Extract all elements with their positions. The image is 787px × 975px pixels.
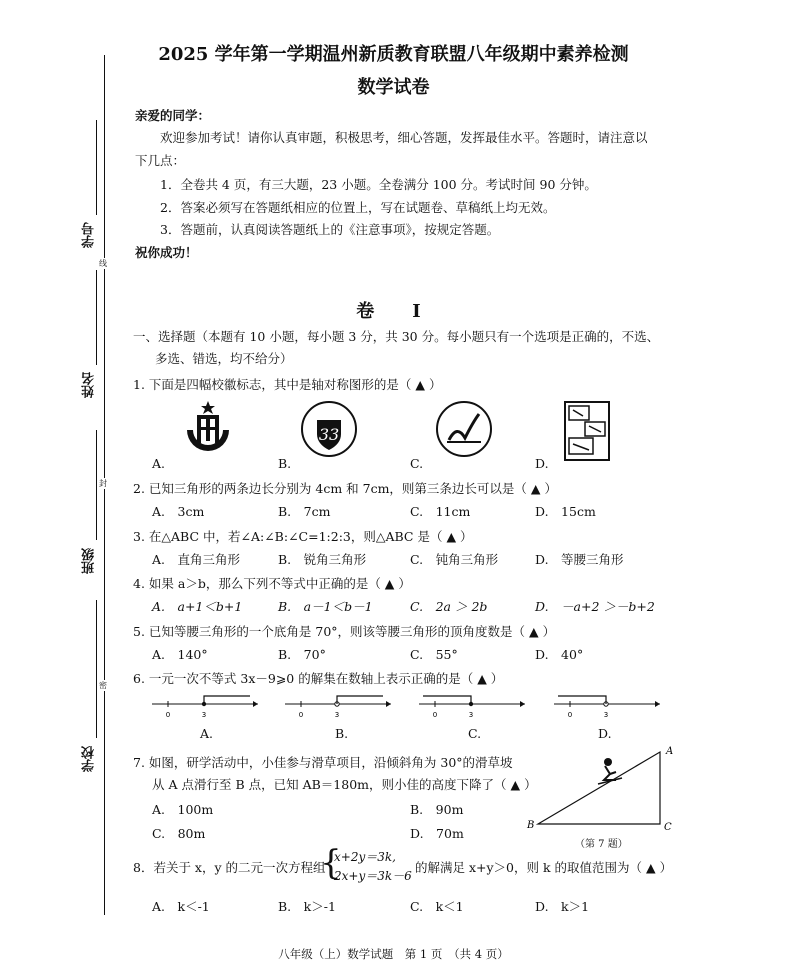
seal-mark-xian: 线 (99, 259, 107, 268)
question-6-option-d[interactable]: D. (598, 726, 612, 741)
figure-7-caption: （第 7 题） (575, 839, 628, 850)
badge-b-icon (300, 400, 358, 458)
student-id-blank (96, 120, 97, 215)
question-3-stem: 3. 在△ABC 中，若∠A:∠B:∠C=1:2:3，则△ABC 是（ ▲ ） (133, 529, 473, 544)
question-6-option-a[interactable]: A. (200, 726, 214, 741)
section-label: 卷 I (356, 301, 431, 322)
question-4-option-b[interactable]: B. a－1＜b－1 (278, 599, 373, 614)
question-4-option-a[interactable]: A. a+1＜b+1 (152, 599, 243, 614)
question-2-stem: 2. 已知三角形的两条边长分别为 4cm 和 7cm，则第三条边长可以是（ ▲ ） (133, 481, 557, 496)
svg-text:C: C (664, 822, 672, 833)
closing: 祝你成功！ (135, 245, 198, 260)
svg-text:33: 33 (318, 425, 340, 444)
welcome-text-2: 下几点： (135, 153, 186, 168)
seal-mark-feng: 封 (99, 479, 107, 488)
badge-a-icon (175, 397, 241, 463)
question-4-option-c[interactable]: C. 2a ＞ 2b (410, 599, 488, 614)
question-2-option-d[interactable]: D. 15cm (535, 504, 596, 519)
svg-text:3: 3 (468, 711, 474, 719)
question-1-option-d[interactable]: D. (535, 456, 549, 471)
question-7-stem: 7. 如图，研学活动中，小佳参与滑草项目，沿倾斜角为 30°的滑草坡 (133, 755, 513, 770)
svg-text:3: 3 (201, 711, 207, 719)
equation-2: 2x+y＝3k－6 (334, 869, 412, 883)
question-6-option-c[interactable]: C. (468, 726, 482, 741)
question-5-stem: 5. 已知等腰三角形的一个底角是 70°，则该等腰三角形的顶角度数是（ ▲ ） (133, 624, 556, 639)
question-5-option-a[interactable]: A. 140° (152, 647, 208, 662)
question-1-option-c[interactable]: C. (410, 456, 424, 471)
school-blank (96, 600, 97, 738)
question-3-option-b[interactable]: B. 锐角三角形 (278, 552, 367, 567)
question-6-option-b[interactable]: B. (335, 726, 349, 741)
student-id-label: 学号 (82, 222, 97, 248)
question-5-option-b[interactable]: B. 70° (278, 647, 326, 662)
exam-subtitle: 数学试卷 (357, 77, 430, 98)
question-4-stem: 4. 如果 a＞b，那么下列不等式中正确的是（ ▲ ） (133, 576, 411, 591)
svg-text:0: 0 (432, 711, 438, 719)
question-8-option-c[interactable]: C. k＜1 (410, 899, 464, 914)
question-8-stem-post: 的解满足 x+y＞0，则 k 的取值范围为（ ▲ ） (415, 860, 673, 875)
question-7-option-d[interactable]: D. 70m (410, 826, 464, 841)
svg-text:0: 0 (298, 711, 304, 719)
question-2-option-a[interactable]: A. 3cm (152, 504, 205, 519)
svg-text:3: 3 (603, 711, 609, 719)
slope-figure-icon (522, 738, 684, 838)
question-2-option-c[interactable]: C. 11cm (410, 504, 471, 519)
note-2: 2．答案必须写在答题纸相应的位置上，写在试题卷、草稿纸上均无效。 (160, 200, 556, 215)
question-3-option-a[interactable]: A. 直角三角形 (152, 552, 241, 567)
equation-system-brace: { (320, 843, 342, 883)
number-line-d-icon (552, 690, 664, 720)
question-1-stem: 1. 下面是四幅校徽标志，其中是轴对称图形的是（ ▲ ） (133, 377, 442, 392)
svg-text:0: 0 (567, 711, 573, 719)
question-5-option-c[interactable]: C. 55° (410, 647, 458, 662)
number-line-a-icon (150, 690, 262, 720)
section-heading-2: 多选、错选，均不给分） (155, 351, 293, 366)
question-7-option-c[interactable]: C. 80m (152, 826, 206, 841)
question-3-option-c[interactable]: C. 钝角三角形 (410, 552, 499, 567)
name-label: 姓名 (82, 372, 97, 398)
question-7-option-a[interactable]: A. 100m (152, 802, 214, 817)
note-3: 3．答题前，认真阅读答题纸上的《注意事项》，按规定答题。 (160, 222, 500, 237)
question-8-stem-pre: 8．若关于 x，y 的二元一次方程组 (133, 860, 326, 875)
question-8-option-b[interactable]: B. k＞-1 (278, 899, 336, 914)
question-2-option-b[interactable]: B. 7cm (278, 504, 331, 519)
page-footer: 八年级（上）数学试题 第 1 页 （共 4 页） (278, 947, 509, 961)
question-1-option-b[interactable]: B. (278, 456, 292, 471)
exam-title: 2025 学年第一学期温州新质教育联盟八年级期中素养检测 (158, 44, 629, 65)
number-line-b-icon (283, 690, 395, 720)
class-label: 班级 (82, 548, 97, 574)
question-8-option-d[interactable]: D. k＞1 (535, 899, 590, 914)
question-7-option-b[interactable]: B. 90m (410, 802, 464, 817)
svg-text:A: A (666, 746, 674, 757)
class-blank (96, 430, 97, 540)
svg-text:0: 0 (165, 711, 171, 719)
question-5-option-d[interactable]: D. 40° (535, 647, 584, 662)
question-1-option-a[interactable]: A. (152, 456, 166, 471)
note-1: 1．全卷共 4 页，有三大题，23 小题。全卷满分 100 分。考试时间 90 分钟。 (160, 177, 597, 192)
seal-mark-mi: 密 (99, 681, 107, 690)
question-7-stem-2: 从 A 点滑行至 B 点，已知 AB＝180m，则小佳的高度下降了（ ▲ ） (152, 777, 537, 792)
badge-d-icon (563, 400, 611, 462)
question-4-option-d[interactable]: D. －a+2 ＞－b+2 (535, 599, 655, 614)
question-6-stem: 6. 一元一次不等式 3x－9⩾0 的解集在数轴上表示正确的是（ ▲ ） (133, 671, 504, 686)
question-3-option-d[interactable]: D. 等腰三角形 (535, 552, 624, 567)
badge-c-icon (435, 400, 493, 458)
question-8-option-a[interactable]: A. k＜-1 (152, 899, 210, 914)
greeting: 亲爱的同学： (135, 108, 211, 123)
number-line-c-icon (417, 690, 529, 720)
svg-text:B: B (527, 820, 535, 831)
section-heading: 一、选择题（本题有 10 小题，每小题 3 分，共 30 分。每小题只有一个选项是正确的，不选、 (133, 329, 660, 344)
equation-1: x+2y＝3k, (334, 850, 396, 864)
svg-text:3: 3 (334, 711, 340, 719)
school-label: 学校 (82, 746, 97, 772)
welcome-text: 欢迎参加考试！请你认真审题，积极思考，细心答题，发挥最佳水平。答题时，请注意以 (160, 130, 648, 145)
